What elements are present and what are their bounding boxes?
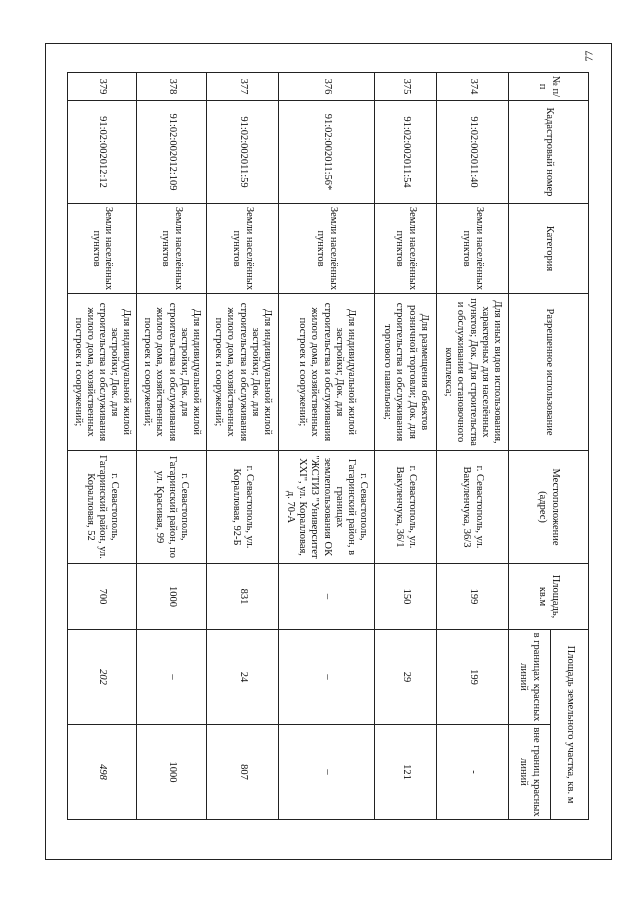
cell-category: Земли населённых пунктов <box>137 204 207 294</box>
table-row <box>375 73 437 820</box>
cell-outside: 807 <box>207 725 279 820</box>
header-within-red-lines: в границах красных линий <box>509 630 551 725</box>
cell-location: г. Севастополь, Гагаринский район, ул. Коралловая, 52 <box>68 451 137 564</box>
cell-within: 199 <box>437 630 509 725</box>
table-row <box>68 73 137 820</box>
cell-outside: 1000 <box>137 725 207 820</box>
header-category: Категория <box>509 204 589 294</box>
cell-category: Земли населённых пунктов <box>437 204 509 294</box>
cell-no: 377 <box>207 73 279 101</box>
cell-area: 831 <box>207 564 279 630</box>
cell-location: г. Севастополь, ул. Вакуленчука, 36/1 <box>375 451 437 564</box>
cell-cadastral: 91:02:002011:56* <box>279 101 375 204</box>
cell-cadastral: 91:02:002011:54 <box>375 101 437 204</box>
cell-within: – <box>137 630 207 725</box>
cell-no: 378 <box>137 73 207 101</box>
cell-area: – <box>279 564 375 630</box>
table-row <box>279 73 375 820</box>
cell-permitted-use: Для иных видов использования, характерных для населённых пунктов; Док. Для строительства и обслуживания остановочного комплекса; <box>437 294 509 451</box>
cell-cadastral: 91:02:002011:59 <box>207 101 279 204</box>
cell-cadastral: 91:02:002011:40 <box>437 101 509 204</box>
cell-category: Земли населённых пунктов <box>375 204 437 294</box>
land-plot-registry-table <box>67 72 589 820</box>
cell-location: г. Севастополь, ул. Вакуленчука, 36/3 <box>437 451 509 564</box>
header-outside-red-lines: вне границ красных линий <box>509 725 551 820</box>
table-row <box>437 73 509 820</box>
cell-outside: 121 <box>375 725 437 820</box>
cell-location: г. Севастополь, Гагаринский район, по ул. Красивая, 99 <box>137 451 207 564</box>
table-row <box>207 73 279 820</box>
header-land-area: Площадь земельного участка, кв. м <box>551 630 589 820</box>
cell-within: 29 <box>375 630 437 725</box>
cell-no: 375 <box>375 73 437 101</box>
cell-permitted-use: Для индивидуальной жилой застройки; Док. для строительства и обслуживания жилого дома, хозяйственных построек и сооружений; <box>207 294 279 451</box>
cell-outside: 498 <box>68 725 137 820</box>
header-permitted-use: Разрешенное использование <box>509 294 589 451</box>
cell-permitted-use: Для размещения объектов розничной торговли; Док. для строительства и обслуживания торгового павильона; <box>375 294 437 451</box>
cell-category: Земли населённых пунктов <box>279 204 375 294</box>
header-area: Площадь, кв.м <box>509 564 589 630</box>
cell-cadastral: 91:02:002012:12 <box>68 101 137 204</box>
cell-permitted-use: Для индивидуальной жилой застройки; Док. для строительства и обслуживания жилого дома, хозяйственных построек и сооружений; <box>68 294 137 451</box>
cell-category: Земли населённых пунктов <box>207 204 279 294</box>
cell-within: – <box>279 630 375 725</box>
header-cadastral: Кадастровый номер <box>509 101 589 204</box>
cell-area: 1000 <box>137 564 207 630</box>
page-number: 77 <box>583 50 596 62</box>
cell-within: 202 <box>68 630 137 725</box>
cell-category: Земли населённых пунктов <box>68 204 137 294</box>
cell-permitted-use: Для индивидуальной жилой застройки; Док. для строительства и обслуживания жилого дома, хозяйственных построек и сооружений; <box>137 294 207 451</box>
cell-location: г. Севастополь, Гагаринский район, в границах землепользования ОК "ЖСТИЗ "Университет XXI", ул. Коралловая, д. 70-А <box>279 451 375 564</box>
cell-outside: – <box>279 725 375 820</box>
cell-area: 150 <box>375 564 437 630</box>
rotated-table-container <box>68 72 589 819</box>
cell-area: 199 <box>437 564 509 630</box>
cell-no: 379 <box>68 73 137 101</box>
cell-permitted-use: Для индивидуальной жилой застройки; Док. для строительства и обслуживания жилого дома, хозяйственных построек и сооружений; <box>279 294 375 451</box>
cell-no: 374 <box>437 73 509 101</box>
cell-location: г. Севастополь, ул. Коралловая, 92-Б <box>207 451 279 564</box>
header-location: Местоположение (адрес) <box>509 451 589 564</box>
cell-outside: - <box>437 725 509 820</box>
cell-within: 24 <box>207 630 279 725</box>
cell-area: 700 <box>68 564 137 630</box>
cell-cadastral: 91:02:002012:109 <box>137 101 207 204</box>
header-no: № п/п <box>509 73 589 101</box>
table-row <box>137 73 207 820</box>
cell-no: 376 <box>279 73 375 101</box>
